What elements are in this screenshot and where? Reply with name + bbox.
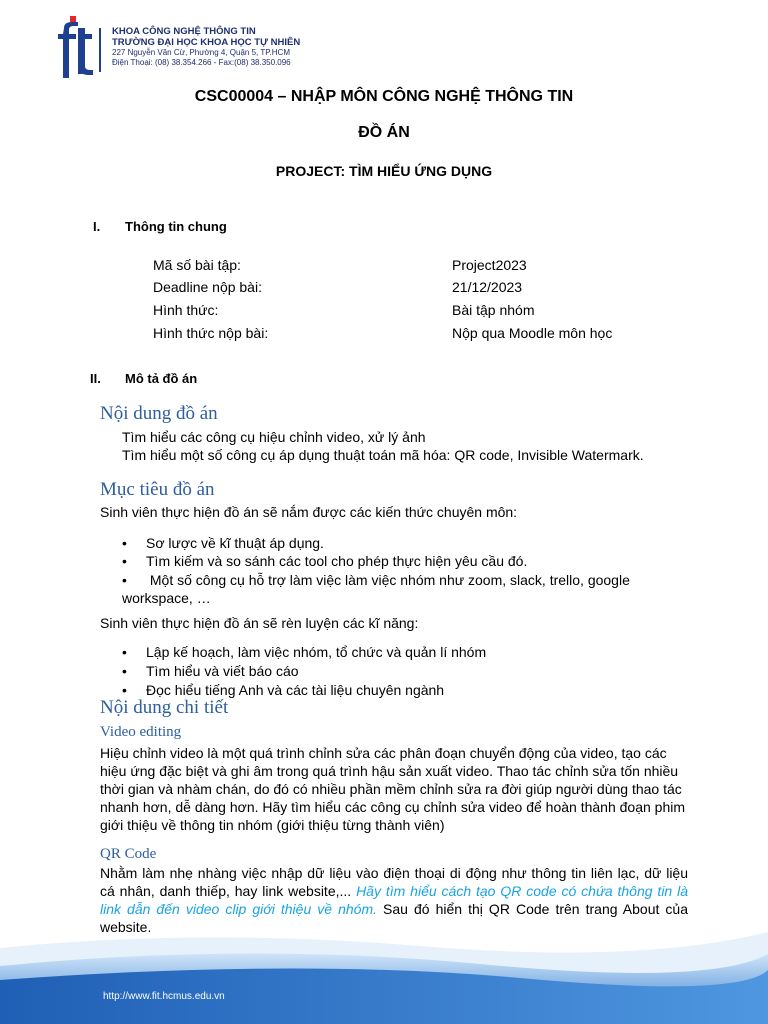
footer-website-link[interactable]: http://www.fit.hcmus.edu.vn (103, 991, 225, 1002)
bullet-dot: • (122, 535, 127, 551)
skills-intro: Sinh viên thực hiện đồ án sẽ rèn luyện các kĩ năng: (100, 615, 419, 631)
organization-block (112, 26, 300, 68)
list-item: Tìm kiếm và so sánh các tool cho phép thực hiện yêu cầu đó. (146, 553, 528, 569)
info-label: Hình thức: (153, 302, 219, 318)
org-faculty: KHOA CÔNG NGHỆ THÔNG TIN (112, 26, 256, 37)
info-value: Bài tập nhóm (452, 302, 535, 318)
info-label: Deadline nộp bài: (153, 279, 262, 295)
course-title: CSC00004 – NHẬP MÔN CÔNG NGHỆ THÔNG TIN (194, 88, 574, 105)
info-label: Hình thức nộp bài: (153, 325, 269, 341)
qr-code-heading: QR Code (100, 846, 157, 862)
list-item: Một số công cụ hỗ trợ làm việc làm việc nhóm như zoom, slack, trello, google (146, 572, 630, 588)
info-value: 21/12/2023 (452, 279, 523, 295)
paragraph-line: nhanh hơn, dễ dàng hơn. Hãy tìm hiểu các công cụ chỉnh sửa video để hoàn thành đoạn phim (100, 799, 686, 815)
section-title: Mô tả đồ án (125, 371, 198, 386)
content-line: Tìm hiểu một số công cụ áp dụng thuật toán mã hóa: QR code, Invisible Watermark. (122, 447, 644, 463)
qr-text-part1: Nhằm làm nhẹ nhàng việc nhập dữ liệu vào điện thoại di động như thông tin liên lạc, dữ liệu cá nhân, danh thiếp, hay link website,... (100, 865, 688, 899)
info-label: Mã số bài tập: (153, 257, 241, 273)
list-item: Tìm hiểu và viết báo cáo (146, 663, 299, 679)
info-value: Nộp qua Moodle môn học (452, 325, 613, 341)
video-editing-heading: Video editing (100, 724, 182, 740)
qr-text-part2: Sau đó hiển thị QR Code trên trang About của website. (100, 901, 688, 935)
section-number: I. (93, 219, 101, 234)
document-type-title: ĐỒ ÁN (358, 124, 410, 141)
paragraph-line: Hiệu chỉnh video là một quá trình chỉnh sửa các phân đoạn chuyển động của video, tạo các (100, 745, 667, 761)
list-item: Sơ lược về kĩ thuật áp dụng. (146, 535, 324, 551)
content-heading: Nội dung đồ án (100, 403, 218, 424)
fit-logo (52, 14, 98, 80)
bullet-dot: • (122, 572, 127, 588)
list-item: Lập kế hoạch, làm việc nhóm, tổ chức và quản lí nhóm (146, 644, 487, 660)
org-address: 227 Nguyễn Văn Cừ, Phường 4, Quận 5, TP.HCM (112, 48, 290, 57)
objectives-heading: Mục tiêu đồ án (100, 479, 215, 500)
objectives-intro: Sinh viên thực hiện đồ án sẽ nắm được các kiến thức chuyên môn: (100, 504, 518, 520)
footer-wave-graphic (0, 918, 768, 1024)
info-value: Project2023 (452, 257, 527, 273)
paragraph-line: hiệu ứng đặc biệt và ghi âm trong quá trình hậu sản xuất video. Thao tác chỉnh sửa tốn nhiều (100, 763, 679, 779)
section-number: II. (90, 371, 101, 386)
video-editing-paragraph (100, 744, 688, 834)
content-line: Tìm hiểu các công cụ hiệu chỉnh video, xử lý ảnh (122, 429, 426, 445)
bullet-dot: • (122, 553, 127, 569)
section-title: Thông tin chung (125, 219, 227, 234)
paragraph-line: thời gian và nhàm chán, do đó có nhiều phần mềm chỉnh sửa ra đời giúp người dùng thao tác (100, 781, 682, 797)
bullet-dot: • (122, 663, 127, 679)
org-university: TRƯỜNG ĐẠI HỌC KHOA HỌC TỰ NHIÊN (112, 37, 301, 48)
bullet-dot: • (122, 682, 127, 698)
qr-text-italic: Hãy tìm hiểu cách tạo QR code có chứa thông tin là link dẫn đến video clip giới thiệu về nhóm. (100, 883, 689, 917)
paragraph-line: giới thiệu về thông tin nhóm (giới thiệu từng thành viên) (100, 817, 445, 833)
header-divider (99, 28, 101, 72)
list-item: Đọc hiểu tiếng Anh và các tài liệu chuyên ngành (146, 682, 445, 698)
details-heading: Nội dung chi tiết (100, 697, 229, 718)
org-phone-fax: Điện Thoại: (08) 38.354.266 - Fax:(08) 38.350.096 (112, 58, 291, 67)
list-item-wrap: workspace, … (122, 590, 211, 606)
project-title: PROJECT: TÌM HIỂU ỨNG DỤNG (275, 163, 493, 179)
bullet-dot: • (122, 644, 127, 660)
